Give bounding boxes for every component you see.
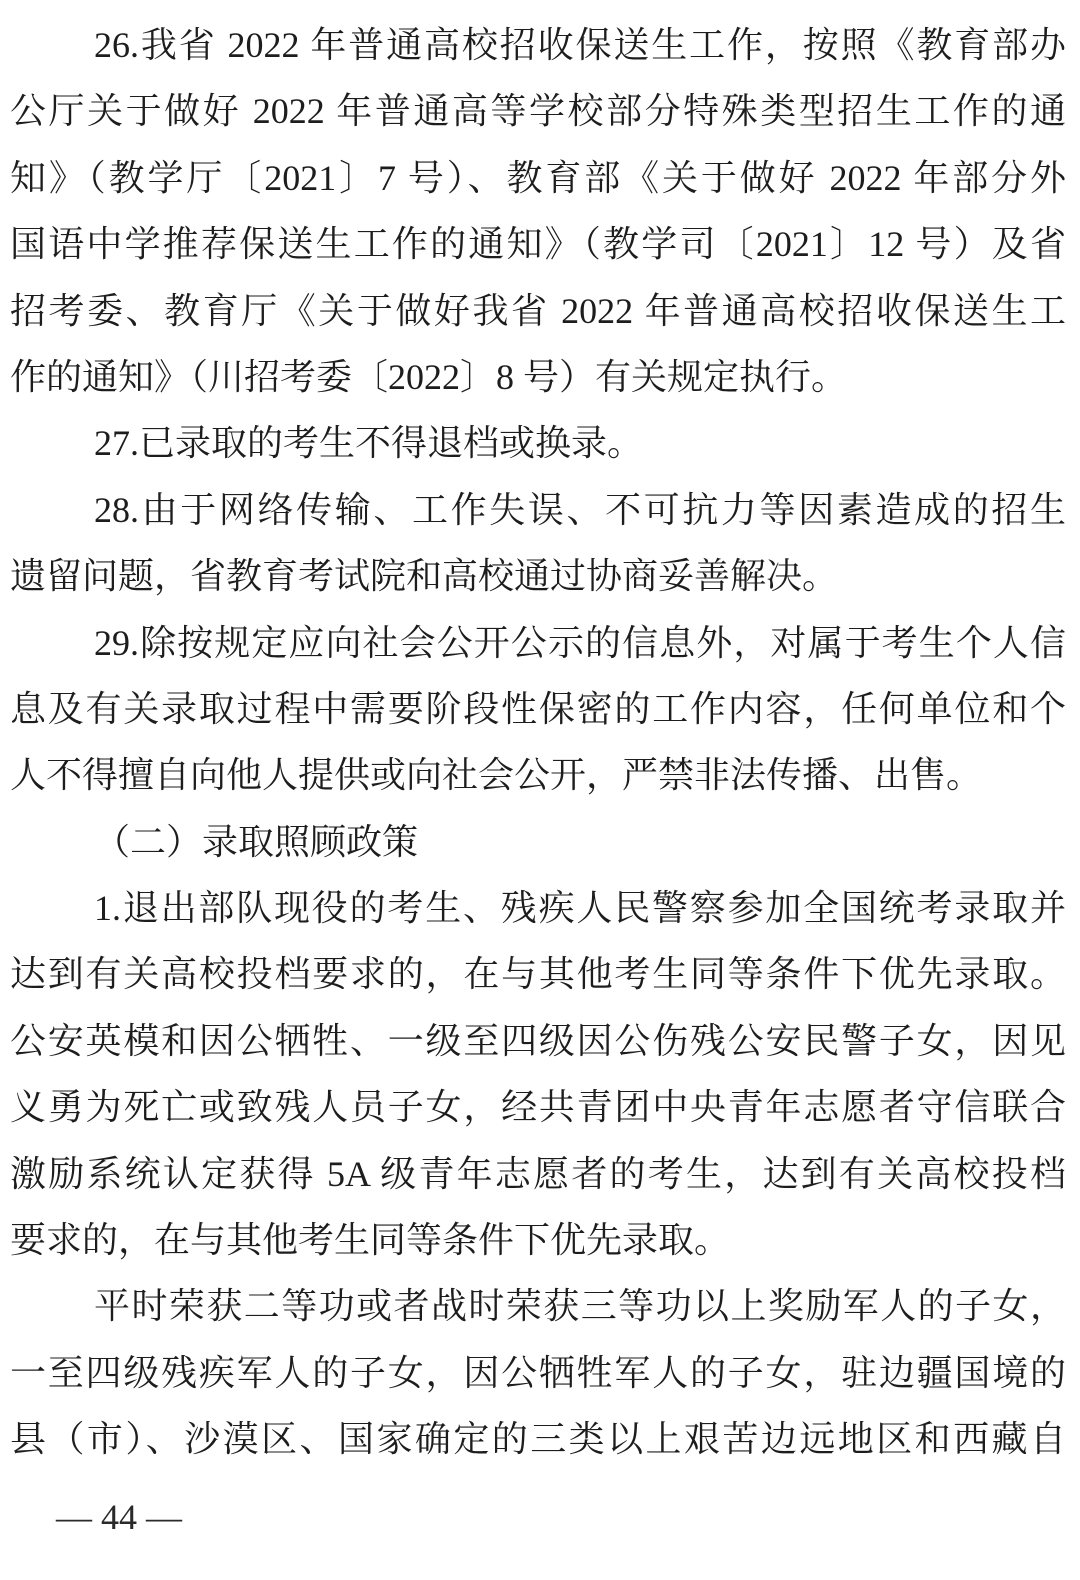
- text-line: 息及有关录取过程中需要阶段性保密的工作内容，任何单位和个: [10, 688, 1066, 729]
- text-line: 县（市）、沙漠区、国家确定的三类以上艰苦边远地区和西藏自: [10, 1419, 1066, 1460]
- text-line: 要求的，在与其他考生同等条件下优先录取。: [10, 1220, 731, 1261]
- text-line: 国语中学推荐保送生工作的通知》（教学司〔2021〕12 号）及省: [10, 224, 1066, 265]
- text-line: 作的通知》（川招考委〔2022〕8 号）有关规定执行。: [10, 356, 848, 397]
- text-line: 公安英模和因公牺牲、一级至四级因公伤残公安民警子女，因见: [10, 1020, 1066, 1061]
- text-line: 29.除按规定应向社会公开公示的信息外，对属于考生个人信: [94, 622, 1066, 663]
- text-line: 公厅关于做好 2022 年普通高等学校部分特殊类型招生工作的通: [10, 91, 1066, 132]
- page-number: — 44 —: [56, 1496, 182, 1537]
- text-line: 人不得擅自向他人提供或向社会公开，严禁非法传播、出售。: [10, 755, 983, 796]
- page-footer: [10, 1489, 1066, 1545]
- text-line: 26.我省 2022 年普通高校招收保送生工作，按照《教育部办: [94, 25, 1066, 65]
- text-line: 激励系统认定获得 5A 级青年志愿者的考生，达到有关高校投档: [10, 1153, 1066, 1194]
- document-body: [10, 12, 1066, 1473]
- text-line: 知》（教学厅〔2021〕7 号）、教育部《关于做好 2022 年部分外: [10, 157, 1066, 198]
- text-line: 28.由于网络传输、工作失误、不可抗力等因素造成的招生: [94, 489, 1066, 530]
- text-line: 招考委、教育厅《关于做好我省 2022 年普通高校招收保送生工: [10, 290, 1066, 331]
- text-line: 义勇为死亡或致残人员子女，经共青团中央青年志愿者守信联合: [10, 1087, 1066, 1128]
- text-line: 遗留问题，省教育考试院和高校通过协商妥善解决。: [10, 556, 839, 597]
- section-heading: （二）录取照顾政策: [94, 821, 419, 862]
- text-line: 1.退出部队现役的考生、残疾人民警察参加全国统考录取并: [94, 888, 1066, 929]
- text-line: 达到有关高校投档要求的，在与其他考生同等条件下优先录取。: [10, 954, 1066, 995]
- text-line: 一至四级残疾军人的子女，因公牺牲军人的子女，驻边疆国境的: [10, 1352, 1066, 1393]
- text-line: 平时荣获二等功或者战时荣获三等功以上奖励军人的子女，: [94, 1286, 1066, 1327]
- text-line: 27.已录取的考生不得退档或换录。: [94, 423, 644, 464]
